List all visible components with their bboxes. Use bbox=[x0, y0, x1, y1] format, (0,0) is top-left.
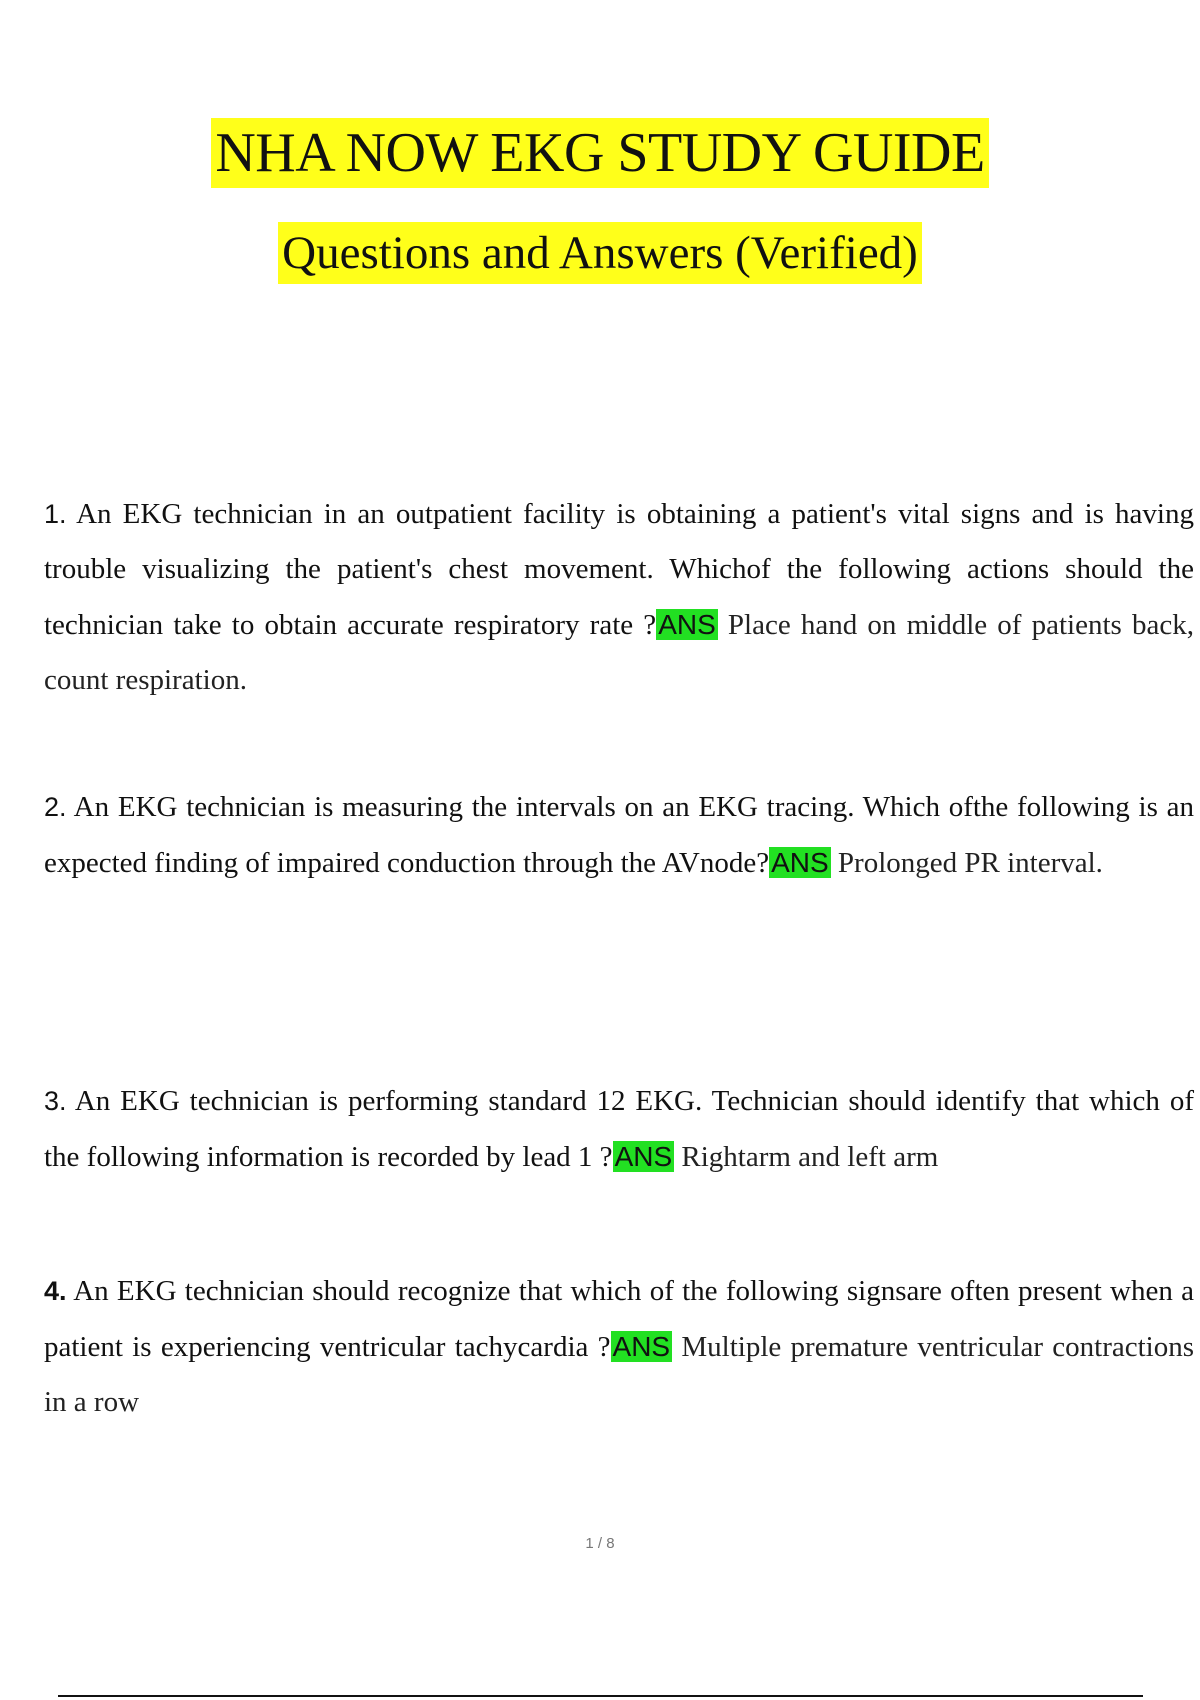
question-item bbox=[44, 780, 1194, 891]
question-text: An EKG technician is performing standard 12 EKG. Technician should identify that which of the following information is recorded by lead 1 ? bbox=[44, 1085, 1194, 1173]
subtitle-block bbox=[0, 222, 1200, 284]
answer-label: ANS bbox=[658, 609, 716, 640]
question-item bbox=[44, 1264, 1194, 1430]
document-title: NHA NOW EKG STUDY GUIDE bbox=[211, 118, 988, 188]
title-block bbox=[0, 118, 1200, 188]
question-number: 3. bbox=[44, 1086, 67, 1116]
document-subtitle: Questions and Answers (Verified) bbox=[278, 222, 922, 284]
answer-text: Prolonged PR interval. bbox=[830, 847, 1103, 879]
answer-text: Multiple premature ventricular contractions in a row bbox=[44, 1331, 1194, 1418]
question-item bbox=[44, 487, 1194, 708]
answer-text: Place hand on middle of patients back, count respiration. bbox=[44, 609, 1194, 696]
question-text: An EKG technician in an outpatient facility is obtaining a patient's vital signs and is having trouble visualizing the patient's chest movement. Whichof the following actions should the technician take to obtain accurate respiratory rate ? bbox=[44, 498, 1194, 641]
question-number: 2. bbox=[44, 792, 67, 822]
question-item bbox=[44, 1074, 1194, 1185]
answer-text: Rightarm and left arm bbox=[674, 1141, 939, 1173]
answer-label: ANS bbox=[614, 1141, 673, 1172]
question-text: An EKG technician is measuring the intervals on an EKG tracing. Which ofthe following is an expected finding of impaired conduction through the AVnode? bbox=[44, 791, 1194, 879]
question-number: 4. bbox=[44, 1276, 67, 1306]
question-text: An EKG technician should recognize that which of the following signsare often present when a patient is experiencing ventricular tachycardia ? bbox=[44, 1275, 1194, 1363]
footer-divider bbox=[58, 1695, 1143, 1697]
answer-label: ANS bbox=[771, 847, 829, 878]
page-number: 1 / 8 bbox=[585, 1535, 615, 1552]
answer-label: ANS bbox=[612, 1331, 671, 1362]
question-number: 1. bbox=[44, 499, 67, 529]
